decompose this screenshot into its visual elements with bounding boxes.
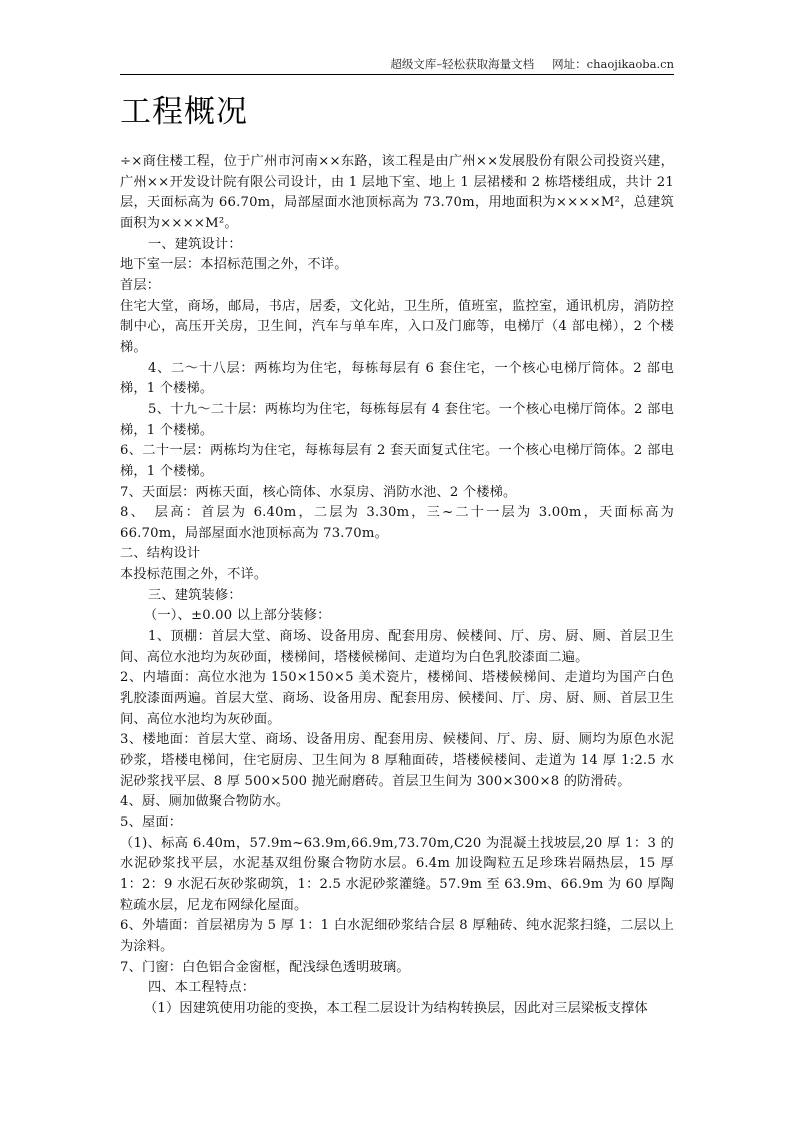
paragraph-basement: 地下室一层：本招标范围之外，不详。 (120, 257, 348, 273)
header-url: 网址：chaojikaoba.cn (552, 57, 674, 71)
section-heading-decoration: 三、建筑装修： (148, 587, 242, 603)
header-site-name: 超级文库–轻松获取海量文档 (390, 57, 535, 71)
paragraph-intro: ÷×商住楼工程，位于广州市河南××东路，该工程是由广州××发展股份有限公司投资兴建，广州××开发设计院有限公司设计，由 1 层地下室、地上 1 层裙楼和 2 栋塔楼组成，共计 21 层，天面标高为 66.70m，局部屋面水池顶标高为 73.70m，用地面积为××××M²，总建筑面积为××××M²。 (120, 154, 674, 231)
paragraph-floors-2-18: 4、二～十八层：两栋均为住宅，每栋每层有 6 套住宅，一个核心电梯厅筒体。2 部电梯，1 个楼梯。 (120, 360, 674, 397)
paragraph-first-floor: 住宅大堂，商场，邮局，书店，居委，文化站，卫生所，值班室，监控室，通讯机房，消防控制中心，高压开关房，卫生间，汽车与单车库，入口及门廊等，电梯厅（4 部电梯），2 个楼梯。 (120, 298, 674, 355)
paragraph-roof-level: 7、天面层：两栋天面，核心筒体、水泵房、消防水池、2 个楼梯。 (120, 484, 517, 500)
paragraph-doors-windows: 7、门窗：白色铝合金窗框，配浅绿色透明玻璃。 (120, 959, 410, 975)
paragraph-feature-1: （1）因建筑使用功能的变换，本工程二层设计为结构转换层，因此对三层梁板支撑体 (144, 1000, 648, 1016)
paragraph-ceiling: 1、顶棚：首层大堂、商场、设备用房、配套用房、候楼间、厅、房、厨、厕、首层卫生间、高位水池均为灰砂面，楼梯间，塔楼候梯间、走道均为白色乳胶漆面二遍。 (120, 629, 674, 665)
paragraph-floors-19-20: 5、十九～二十层：两栋均为住宅，每栋每层有 4 套住宅。一个核心电梯厅筒体。2 部电梯，1 个楼梯。 (120, 401, 674, 438)
page-header (120, 57, 674, 75)
section-heading-structure: 二、结构设计 (120, 546, 201, 562)
section-heading-architecture: 一、建筑设计： (148, 236, 242, 252)
paragraph-waterproofing: 4、厨、厕加做聚合物防水。 (120, 794, 290, 810)
paragraph-interior-walls: 2、内墙面：高位水池为 150×150×5 美术瓷片，楼梯间、塔楼候梯间、走道均为国产白色乳胶漆面两遍。首层大堂、商场、设备用房、配套用房、候楼间、厅、房、厨、厕、首层卫生间、高位水池均为灰砂面。 (120, 670, 674, 727)
paragraph-floor-heights: 8、 层高：首层为 6.40m，二层为 3.30m，三~二十一层为 3.00m，天面标高为 66.70m，局部屋面水池顶标高为 73.70m。 (120, 505, 674, 541)
paragraph-roof-label: 5、屋面： (120, 815, 183, 830)
paragraph-floor-21: 6、二十一层：两栋均为住宅，每栋每层有 2 套天面复式住宅。一个核心电梯厅筒体。2 部电梯，1 个楼梯。 (120, 443, 674, 479)
subsection-heading-above-zero: （一）、±0.00 以上部分装修： (144, 608, 331, 624)
paragraph-exterior-walls: 6、外墙面：首层裙房为 5 厚 1：1 白水泥细砂浆结合层 8 厚釉砖、纯水泥浆扫缝，二层以上为涂料。 (120, 918, 674, 954)
document-title: 工程概况 (120, 94, 248, 130)
paragraph-roof-detail: （1)、标高 6.40m，57.9m~63.9m,66.9m,73.70m,C20 为混凝土找坡层,20 厚 1：3 的水泥砂浆找平层，水泥基双组份聚合物防水层。6.4m 加设陶粒五足珍珠岩隔热层，15 厚 1：2：9 水泥石灰砂浆砌筑，1：2.5 水泥砂浆灌缝。57.9m 至 63.9m、66.9m 为 60 厚陶粒疏水层，尼龙布网绿化屋面。 (120, 835, 674, 913)
document-body (120, 152, 674, 1020)
section-heading-features: 四、本工程特点： (148, 980, 256, 996)
paragraph-structure: 本投标范围之外，不详。 (120, 567, 268, 583)
paragraph-floors: 3、楼地面：首层大堂、商场、设备用房、配套用房、候楼间、厅、房、厨、厕均为原色水泥砂浆，塔楼电梯间，住宅厨房、卫生间为 8 厚釉面砖，塔楼候楼间、走道为 14 厚 1:2.5 水泥砂浆找平层、8 厚 500×500 抛光耐磨砖。首层卫生间为 300×300×8 的防滑砖。 (120, 732, 674, 789)
paragraph-first-floor-label: 首层： (120, 277, 161, 293)
